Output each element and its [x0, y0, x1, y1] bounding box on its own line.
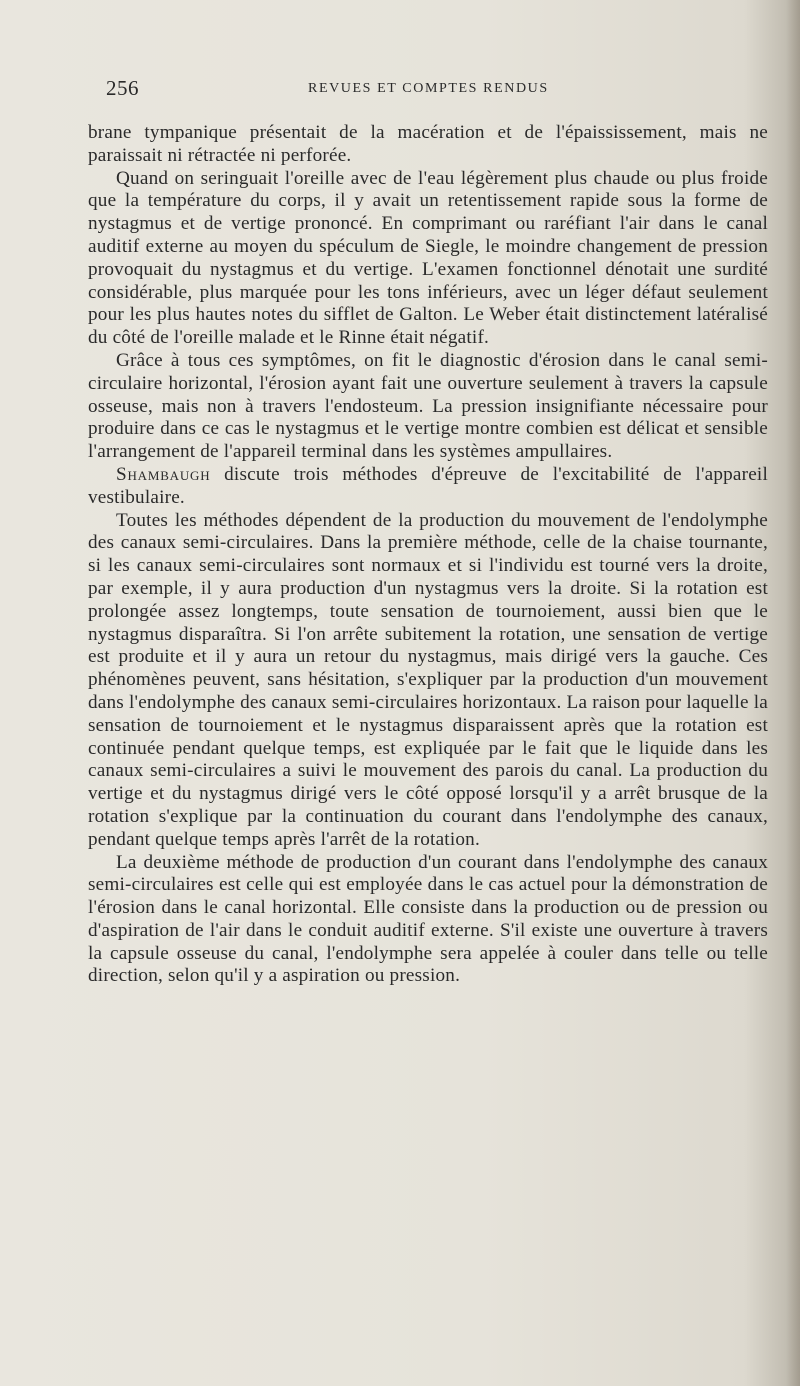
- paragraph-clinical-findings: Quand on seringuait l'oreille avec de l'eau légèrement plus chaude ou plus froide que la température du corps, il y avait un retentissement rapide sous la forme de nystagmus et de vertige prononcé. En comprimant ou raréfiant l'air dans le canal auditif externe au moyen du spéculum de Siegle, le moindre changement de pression provoquait du nystagmus et du vertige. L'examen fonctionnel dénotait une surdité considérable, plus marquée pour les tons inférieurs, avec un léger défaut seulement pour les plus hautes notes du sifflet de Galton. Le Weber était distinctement latéralisé du côté de l'oreille malade et le Rinne était négatif.: [88, 167, 768, 349]
- paragraph-diagnosis: Grâce à tous ces symptômes, on fit le diagnostic d'érosion dans le canal semi-circulaire horizontal, l'érosion ayant fait une ouverture seulement à travers la capsule osseuse, mais non à travers l'endosteum. La pression insignifiante nécessaire pour produire dans ce cas le nystagmus et le vertige montre combien est délicat et sensible l'arrangement de l'appareil terminal dans les systèmes ampullaires.: [88, 349, 768, 463]
- page-number: 256: [106, 76, 139, 100]
- page-header: [106, 76, 766, 100]
- paragraph-second-method: La deuxième méthode de production d'un courant dans l'endolymphe des canaux semi-circulaires est celle qui est employée dans le cas actuel pour la démonstration de l'érosion dans le canal horizontal. Elle consiste dans la production ou de pression ou d'aspiration de l'air dans le conduit auditif externe. S'il existe une ouverture à travers la capsule osseuse du canal, l'endolymphe sera appelée à couler dans telle ou telle direction, selon qu'il y a aspiration ou pression.: [88, 851, 768, 987]
- paragraph-first-method: Toutes les méthodes dépendent de la production du mouvement de l'endolymphe des canaux semi-circulaires. Dans la première méthode, celle de la chaise tournante, si les canaux semi-circulaires sont normaux et si l'individu est tourné vers la droite, par exemple, il y aura production d'un nystagmus vers la droite. Si la rotation est prolongée assez longtemps, toute sensation de tournoiement, aussi bien que le nystagmus disparaîtra. Si l'on arrête subitement la rotation, une sensation de vertige est produite et il y aura un retour du nystagmus, mais dirigé vers la gauche. Ces phénomènes peuvent, sans hésitation, s'expliquer par la production d'un mouvement dans l'endolymphe des canaux semi-circulaires horizontaux. La raison pour laquelle la sensation de tournoiement et le nystagmus disparaissent après que la rotation est continuée pendant quelque temps, est expliquée par le fait que le liquide dans les canaux semi-circulaires a suivi le mouvement des parois du canal. La production du vertige et du nystagmus dirigé vers le côté opposé lorsqu'il y a arrêt brusque de la rotation s'explique par la continuation du courant dans l'endolymphe des canaux, pendant quelque temps après l'arrêt de la rotation.: [88, 509, 768, 850]
- author-name: Shambaugh: [116, 463, 211, 485]
- author-intro-text: discute trois méthodes d'épreuve de l'excitabilité de l'appareil vestibulaire.: [88, 463, 768, 508]
- paragraph-continuation: brane tympanique présentait de la macération et de l'épaississement, mais ne paraissait ni rétractée ni perforée.: [88, 122, 768, 166]
- paragraph-author-intro: [88, 464, 768, 510]
- page-edge-shadow: [786, 0, 800, 1386]
- article-body: [88, 122, 768, 988]
- running-head: REVUES ET COMPTES RENDUS: [308, 81, 549, 96]
